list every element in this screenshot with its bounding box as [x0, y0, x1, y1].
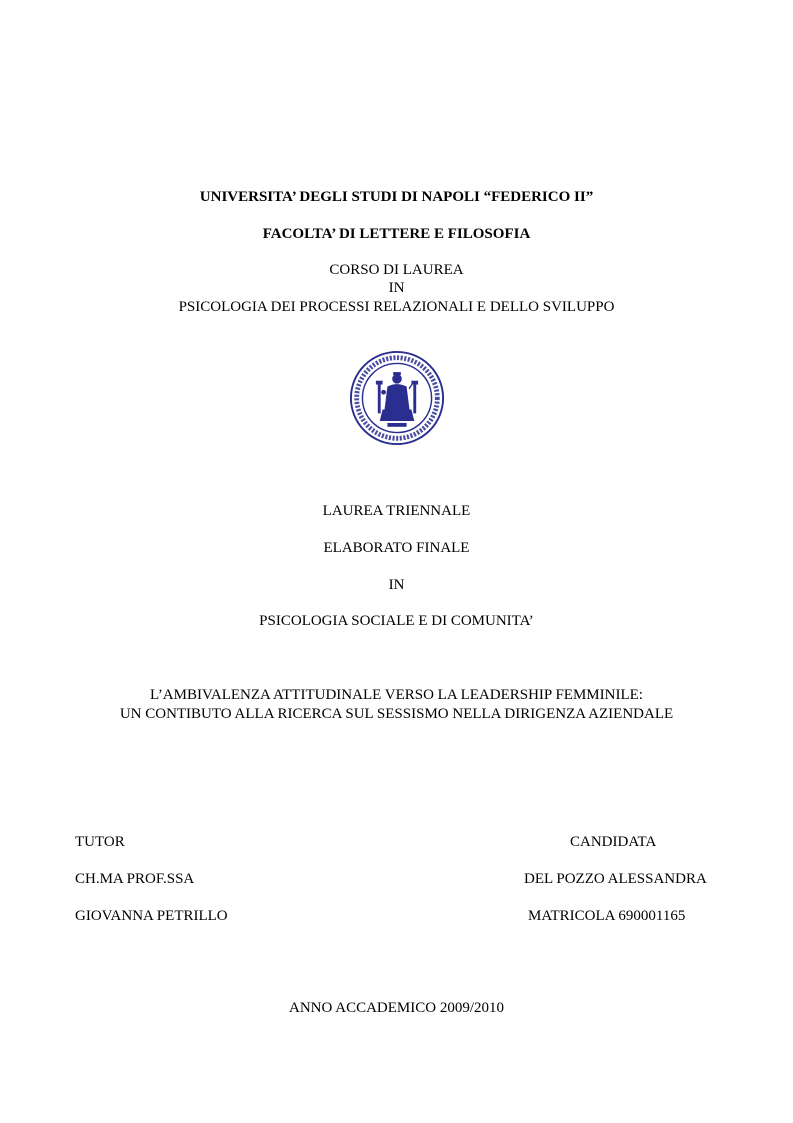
thesis-title-line2: UN CONTIBUTO ALLA RICERCA SUL SESSISMO NELLA DIRIGENZA AZIENDALE [119, 706, 674, 722]
degree-level: LAUREA TRIENNALE [322, 503, 471, 519]
course-label: CORSO DI LAUREA [329, 262, 464, 278]
degree-work: ELABORATO FINALE [323, 540, 470, 556]
course-in: IN [388, 280, 405, 296]
thesis-title-line1: L’AMBIVALENZA ATTITUDINALE VERSO LA LEADERSHIP FEMMINILE: [150, 687, 643, 703]
candidate-label: CANDIDATA [570, 834, 657, 850]
faculty-name: FACOLTA’ DI LETTERE E FILOSOFIA [262, 226, 531, 242]
degree-subject: PSICOLOGIA SOCIALE E DI COMUNITA’ [259, 613, 534, 629]
tutor-label: TUTOR [75, 834, 125, 850]
tutor-name: GIOVANNA PETRILLO [75, 908, 228, 924]
course-name: PSICOLOGIA DEI PROCESSI RELAZIONALI E DELLO SVILUPPO [178, 299, 615, 315]
academic-year: ANNO ACCADEMICO 2009/2010 [288, 1000, 504, 1016]
candidate-matricola: MATRICOLA 690001165 [528, 908, 686, 924]
candidate-name: DEL POZZO ALESSANDRA [524, 871, 707, 887]
university-name: UNIVERSITA’ DEGLI STUDI DI NAPOLI “FEDERICO II” [199, 189, 594, 205]
tutor-title: CH.MA PROF.SSA [75, 871, 195, 887]
university-seal-icon [349, 350, 445, 446]
degree-in: IN [388, 577, 405, 593]
